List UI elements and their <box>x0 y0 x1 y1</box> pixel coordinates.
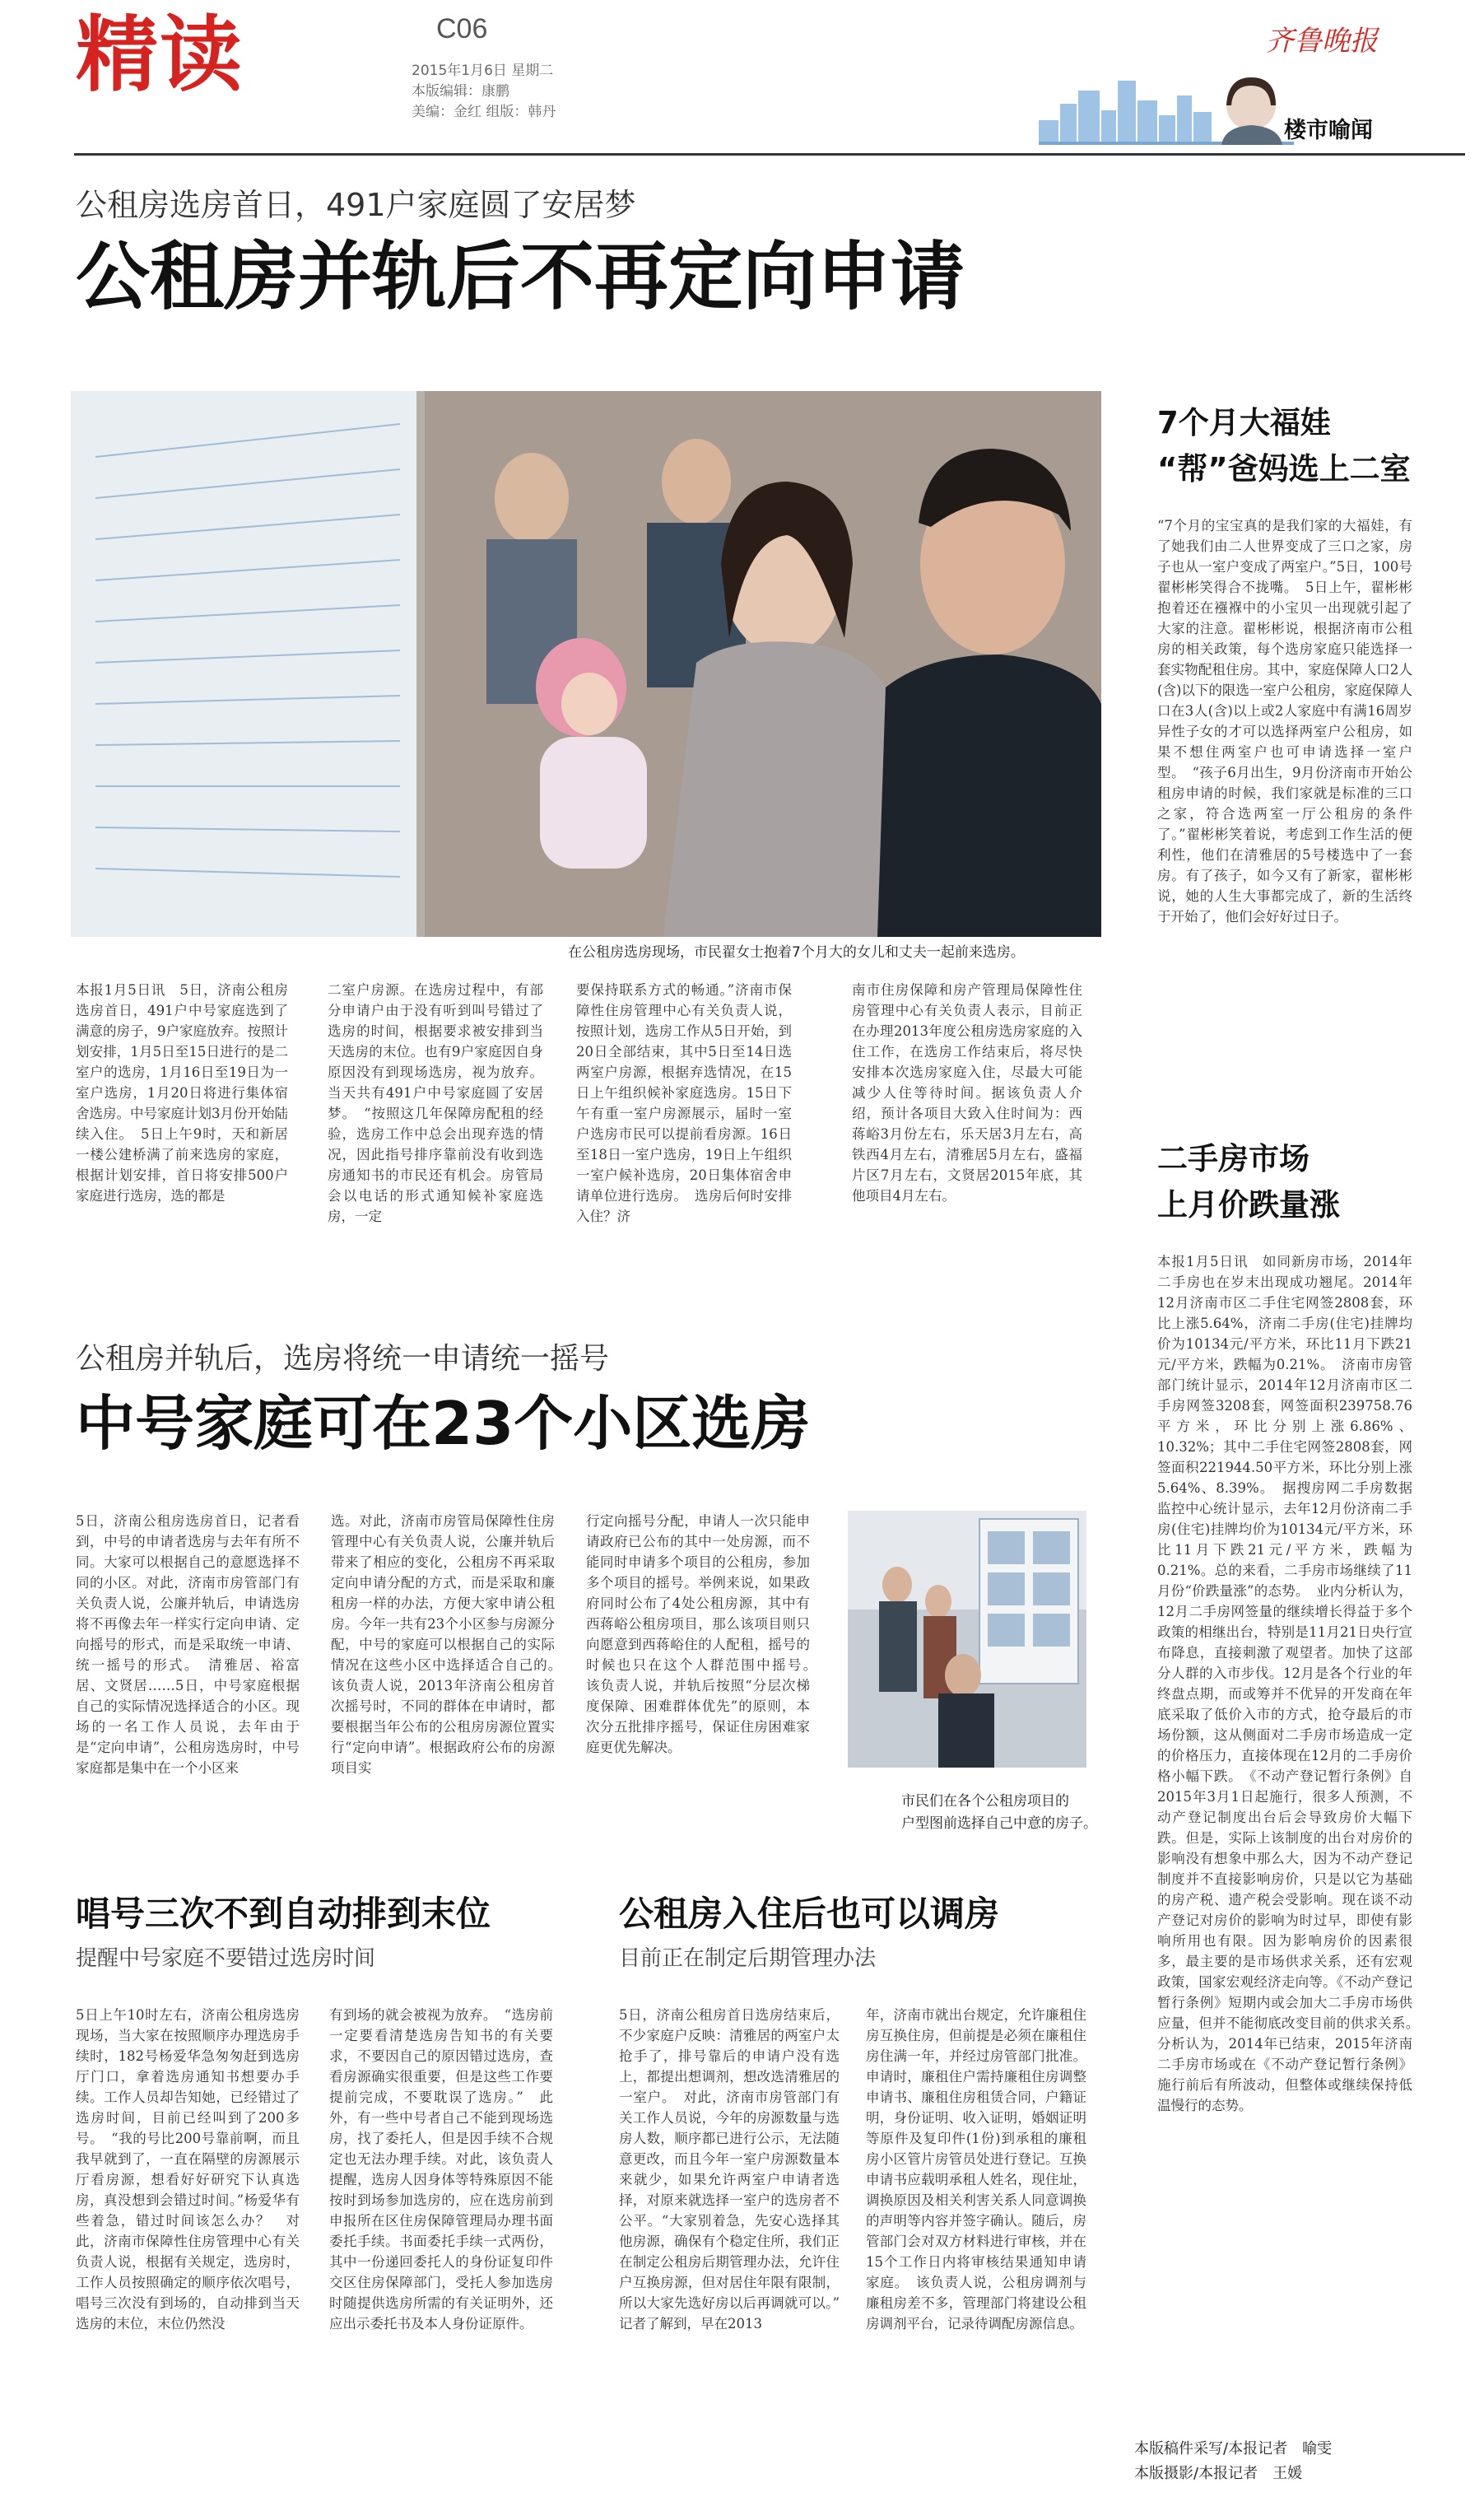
lead-kicker: 公租房选房首日，491户家庭圆了安居梦 <box>76 187 636 223</box>
queue-column-1: 5日上午10时左右，济南公租房选房现场，当大家在按照顺序办理选房手续时，182号杨爱华急匆匆赶到选房厅门口，拿着选房通知书想要办手续。工作人员却告知她，已经错过了选房时间，目前已经叫到了200多号。 “我的号比200号靠前啊，而且我早就到了，一直在隔壁的房源展示厅看房源，想看好好研究下认真选房，真没想到会错过时间。”杨爱华有些着急，错过时间该怎么办？ 对此，济南市保障性住房管理中心有关负责人说，根据有关规定，选房时，工作人员按照确定的顺序依次唱号，唱号三次没有到场的，自动排到当天选房的末位，末位仍然没 <box>76 2007 300 2332</box>
swap-column-1: 5日，济南公租房首日选房结束后，不少家庭户反映：清雅居的两室户太抢手了，排号靠后的申请户没有选上，都提出想调剂，想改选清雅居的一室户。 对此，济南市房管部门有关工作人员说，今年的房源数量与选房人数，顺序都已进行公示，无法随意更改，而且今年一室户房源数量本来就少，如果允许两室户申请者选择，对原来就选择一室户的选房者不公平。“大家别着急，先安心选择其他房源，确保有个稳定住所，我们正在制定公租房后期管理办法，允许住户互换房源，但对居住年限有限制，所以大家先选好房以后再调就可以。” 记者了解到，早在2013 <box>619 2007 854 2332</box>
second-column-3: 行定向摇号分配，申请人一次只能申请政府已公布的其中一处房源，而不能同时申请多个项目的公租房，参加多个项目的摇号。举例来说，如果政府同时公布了4处公租房源，其中有西蒋峪公租房项目，那么该项目则只向愿意到西蒋峪住的人配租，摇号的时候也只在这个人群范围中摇号。 该负责人说，并轨后按照“分层次梯度保障、困难群体优先”的原则，本次分五批排序摇号，保证住房困难家庭更优先解决。 <box>586 1513 824 1755</box>
swap-headline: 公租房入住后也可以调房 <box>619 1894 1000 1934</box>
queue-headline: 唱号三次不到自动排到末位 <box>76 1894 491 1934</box>
second-column-1: 5日，济南公租房选房首日，记者看到，中号的申请者选房与去年有所不同。大家可以根据自己的意愿选择不同的小区。对此，济南市房管部门有关负责人说，公廉并轨后，申请选房将不再像去年一样实行定向申请、定向摇号的形式，而是采取统一申请、统一摇号的形式。 清雅居、裕富居、文贤居……5日，中号家庭根据自己的实际情况选择适合的小区。现场的一名工作人员说，去年由于是“定向申请”，公租房选房时，中号家庭都是集中在一个小区来 <box>76 1513 300 1776</box>
newspaper-logo: 齐鲁晚报 <box>1266 25 1378 58</box>
queue-subhead: 提醒中号家庭不要错过选房时间 <box>76 1946 376 1971</box>
header-rule <box>74 153 1465 156</box>
second-photo <box>848 1511 1086 1768</box>
swap-subhead: 目前正在制定后期管理办法 <box>619 1946 877 1971</box>
second-photo-caption: 市民们在各个公租房项目的 户型图前选择自己中意的房子。 <box>901 1793 1097 1832</box>
column-name: 楼市喻闻 <box>1284 118 1373 143</box>
baby-story-column: “7个月的宝宝真的是我们家的大福娃，有了她我们由二人世界变成了三口之家，房子也从一室户变成了两室户。”5日，100号翟彬彬笑得合不拢嘴。 5日上午，翟彬彬抱着还在襁褓中的小宝贝一出现就引起了大家的注意。翟彬彬说，根据济南市公租房的相关政策，每个选房家庭只能选择一套实物配租住房。其中，家庭保障人口2人(含)以下的限选一室户公租房，家庭保障人口在3人(含)以上或2人家庭中有满16周岁异性子女的才可以选择两室户公租房，如果不想住两室户也可申请选择一室户型。 “孩子6月出生，9月份济南市开始公租房申请的时候，我们家就是标准的三口之家，符合选两室一厅公租房的条件了。”翟彬彬笑着说，考虑到工作生活的便利性，他们在清雅居的5号楼选中了一套房。有了孩子，如今又有了新家，翟彬彬说，她的人生大事都完成了，新的生活终于开始了，他们会好好过日子。 <box>1157 518 1412 925</box>
lead-column-2: 二室户房源。在选房过程中，有部分申请户由于没有听到叫号错过了选房的时间，根据要求被安排到当天选房的末位。也有9户家庭因自身原因没有到现场选房，视为放弃。当天共有491户中号家庭圆了安居梦。 “按照这几年保障房配租的经验，选房工作中总会出现弃选的情况，因此指号排序靠前没有收到选房通知书的市民还有机会。房管局会以电话的形式通知候补家庭选房，一定 <box>328 982 543 1224</box>
market-story-column: 本报1月5日讯 如同新房市场，2014年二手房也在岁末出现成功翘尾。2014年12月济南市区二手住宅网签2808套，环比上涨5.64%，济南二手房(住宅)挂牌均价为10134元/平方米，环比11月下跌21元/平方米，跌幅为0.21%。 济南市房管部门统计显示，2014年12月济南市区二手房网签3208套，网签面积239758.76平方米，环比分别上涨6.86%、10.32%；其中二手住宅网签2808套，网签面积221944.50平方米，环比分别上涨5.64%、8.39%。 据搜房网二手房数据监控中心统计显示，去年12月份济南二手房(住宅)挂牌均价为10134元/平方米，环比11月下跌21元/平方米，跌幅为0.21%。总的来看，二手房市场继续了11月份“价跌量涨”的态势。 业内分析认为，12月二手房网签量的继续增长得益于多个政策的相继出台，特别是11月21日央行宣布降息，直接刺激了观望者。加快了这部分人群的入市步伐。12月是各个行业的年终盘点期，而或筹并不优异的开发商在年底采取了低价入市的方式，抢夺最后的市场份额，这从侧面对二手房市场造成一定的价格压力，直接体现在12月的二手房价格小幅下跌。 《不动产登记暂行条例》自2015年3月1日起施行，很多人预测，不动产登记制度出台后会导致房价大幅下跌。但是，实际上该制度的出台对房价的影响没有想象中那么大，因为不动产登记制度并不直接影响房价，只是以它为基础的房产税、遗产税会受影响。现在谈不动产登记对房价的影响为时过早，即使有影响所用也有限。因为影响房价的因素很多，最主要的是市场供求关系，还有宏观政策，国家宏观经济走向等。《不动产登记暂行条例》短期内或会加大二手房市场供应量，但并不能彻底改变目前的供求关系。 分析认为，2014年已结束，2015年济南二手房市场或在《不动产登记暂行条例》施行前后有所波动，但整体或继续保持低温慢行的态势。 <box>1157 1254 1426 2113</box>
skyline-graphic <box>1039 72 1294 145</box>
lead-photo <box>71 391 1101 937</box>
second-photo-illustration <box>848 1511 1086 1768</box>
lead-photo-illustration <box>71 391 1101 937</box>
second-headline: 中号家庭可在23个小区选房 <box>76 1389 811 1458</box>
lead-headline: 公租房并轨后不再定向申请 <box>76 234 965 320</box>
lead-column-1: 本报1月5日讯 5日，济南公租房选房首日，491户中号家庭选到了满意的房子，9户家庭放弃。按照计划安排，1月5日至15日进行的是二室户的选房，1月16日至19日为一室户选房，1月20日将进行集体宿舍选房。中号家庭计划3月份开始陆续入住。 5日上午9时，天和新居一楼公建桥满了前来选房的家庭，根据计划安排，首日将安排500户家庭进行选房，选的都是 <box>76 982 288 1204</box>
page-byline: 本版稿件采写/本报记者 喻雯 本版摄影/本报记者 王媛 <box>1134 2440 1333 2482</box>
date-line: 2015年1月6日 星期二 <box>412 63 554 79</box>
design-line: 美编：金红 组版：韩丹 <box>412 104 556 120</box>
editor-line: 本版编辑：康鹏 <box>412 83 509 100</box>
lead-column-3: 要保持联系方式的畅通。”济南市保障性住房管理中心有关负责人说，按照计划，选房工作从5日开始，到20日全部结束，其中5日至14日选两室户房源，根据弃选情况，在15日上午组织候补家庭选房。15日下午有重一室户房源展示，届时一室户选房市民可以提前看房源。16日至18日一室户选房，19日上午组织一室户候补选房，20日集体宿舍申请单位进行选房。 选房后何时安排入住？济 <box>576 982 792 1224</box>
lead-column-4: 南市住房保障和房产管理局保障性住房管理中心有关负责人表示，目前正在办理2013年度公租房选房家庭的入住工作，在选房工作结束后，将尽快安排本次选房家庭入住，尽最大可能减少人住等待时间。据该负责人介绍，预计各项目大致入住时间为：西蒋峪3月份左右，乐天居3月左右，高铁西4月左右，清雅居5月左右，盛福片区7月左右，文贤居2015年底，其他项目4月左右。 <box>852 982 1082 1204</box>
section-title: 精读 <box>76 7 244 103</box>
page-code: C06 <box>436 13 488 44</box>
market-story-headline: 二手房市场 上月价跌量涨 <box>1157 1141 1340 1223</box>
queue-column-2: 有到场的就会被视为放弃。 “选房前一定要看清楚选房告知书的有关要求，不要因自己的原因错过选房，查看房源确实很重要，但是这些工作要提前完成，不要耽误了选房。” 此外，有一些中号者自己不能到现场选房，找了委托人，但是因手续不合规定也无法办理手续。对此，该负责人提醒，选房人因身体等特殊原因不能按时到场参加选房的，应在选房前到申报所在区住房保障管理局办理书面委托手续。书面委托手续一式两份，其中一份递回委托人的身份证复印件交区住房保障部门，受托人参加选房时随提供选房所需的有关证明外，还应出示委托书及本人身份证原件。 <box>329 2007 553 2332</box>
baby-story-headline: 7个月大福娃 “帮”爸妈选上二室 <box>1157 405 1411 487</box>
header-meta <box>412 61 556 123</box>
swap-column-2: 年，济南市就出台规定，允许廉租住房互换住房，但前提是必须在廉租住房住满一年，并经过房管部门批准。申请时，廉租住户需持廉租住房调整申请书、廉租住房租赁合同，户籍证明，身份证明、收入证明，婚姻证明等原件及复印件(1份)到承租的廉租房小区管片房管员处进行登记。互换申请书应载明承租人姓名，现住址，调换原因及相关利害关系人同意调换的声明等内容并签字确认。随后，房管部门会对双方材料进行审核，并在15个工作日内将审核结果通知申请家庭。 该负责人说，公租房调剂与廉租房差不多，管理部门将建设公租房调剂平台，记录待调配房源信息。 <box>866 2007 1086 2332</box>
lead-photo-caption: 在公租房选房现场，市民翟女士抱着7个月大的女儿和丈夫一起前来选房。 <box>568 944 1025 961</box>
second-kicker: 公租房并轨后，选房将统一申请统一摇号 <box>76 1342 610 1376</box>
second-column-2: 选。对此，济南市房管局保障性住房管理中心有关负责人说，公廉并轨后带来了相应的变化，公租房不再采取定向申请分配的方式，而是采取和廉租房一样的办法，方便大家申请公租房。今年一共有23个小区参与房源分配，中号的家庭可以根据自己的实际情况在这些小区中选择适合自己的。 该负责人说，2013年济南公租房首次摇号时，不同的群体在申请时，都要根据当年公布的公租房房源位置实行“定向申请”。根据政府公布的房源项目实 <box>331 1513 569 1776</box>
